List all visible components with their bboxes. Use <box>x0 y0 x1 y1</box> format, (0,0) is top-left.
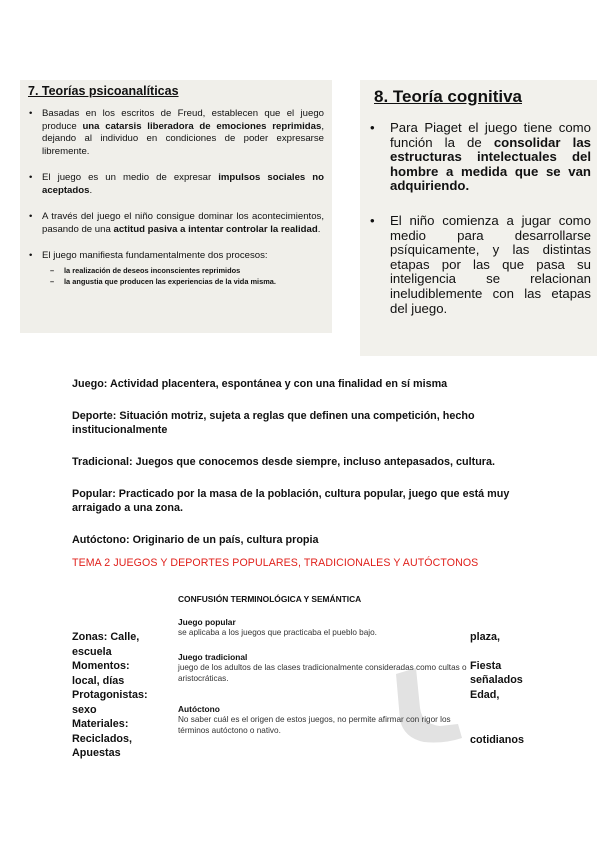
slide7-item: • A través del juego el niño consigue dominar los acontecimientos, pasando de una actitud pasiva a intentar controlar la realidad. <box>28 211 324 236</box>
tema-title: TEMA 2 JUEGOS Y DEPORTES POPULARES, TRADICIONALES Y AUTÓCTONOS <box>72 557 479 569</box>
left-col-line: Momentos: <box>72 660 130 672</box>
slide-cognitive-theory <box>360 80 597 356</box>
slide8-title: 8. Teoría cognitiva <box>374 87 523 106</box>
confusion-popular-desc: se aplicaba a los juegos que practicaba el pueblo bajo. <box>178 628 377 637</box>
definitions <box>72 377 542 565</box>
definition-autoctono: Autóctono: Originario de un país, cultura propia <box>72 534 319 546</box>
slide-psychoanalytic-theories <box>20 80 332 333</box>
left-col-line: Zonas: Calle, <box>72 631 140 643</box>
definition-deporte: Deporte: Situación motriz, sujeta a reglas que definen una competición, hecho institucionalmente <box>72 410 475 436</box>
definition-juego: Juego: Actividad placentera, espontánea y con una finalidad en sí misma <box>72 378 448 390</box>
definition-tradicional: Tradicional: Juegos que conocemos desde siempre, incluso antepasados, cultura. <box>72 456 495 468</box>
right-col-plaza: plaza, <box>470 631 501 643</box>
definition-popular: Popular: Practicado por la masa de la población, cultura popular, juego que está muy arraigado a una zona. <box>72 488 510 514</box>
confusion-tradicional-desc: juego de los adultos de las clases tradicionalmente consideradas como cultas o aristocráticas. <box>178 663 467 683</box>
left-col-line: escuela <box>72 645 112 658</box>
slide7-item: • El juego manifiesta fundamentalmente dos procesos: – la realización de deseos inconscientes reprimidos – la angustia que producen las experiencias de la vida misma. <box>28 250 324 287</box>
slide8-item: • El niño comienza a jugar como medio para desarrollarse psíquicamente, y las distintas etapas por las que pasa su inteligencia se relacionan ineludiblemente con las etapas del juego. <box>366 214 591 316</box>
left-column <box>72 630 148 761</box>
left-col-line: Reciclados, <box>72 732 133 745</box>
left-col-line: sexo <box>72 703 97 716</box>
confusion-autoctono-heading: Autóctono <box>178 704 220 714</box>
slide7-subitem: – la angustia que producen las experiencias de la vida misma. <box>42 276 324 287</box>
slide7-sublist <box>42 265 324 287</box>
right-col-fiesta: Fiesta <box>470 660 502 672</box>
confusion-tradicional-heading: Juego tradicional <box>178 652 248 662</box>
left-col-line: local, días <box>72 674 125 687</box>
slide7-subitem: – la realización de deseos inconscientes reprimidos <box>42 265 324 276</box>
slide7-item: • Basadas en los escritos de Freud, establecen que el juego produce una catarsis liberadora de emociones reprimidas, dejando al individuo en condiciones de poder expresarse libremente. <box>28 108 324 158</box>
slide8-item: • Para Piaget el juego tiene como función la de consolidar las estructuras intelectuales del hombre a medida que se van adquiriendo. <box>366 121 591 194</box>
left-col-line: Protagonistas: <box>72 689 148 701</box>
slide7-list <box>28 108 324 287</box>
slide7-title: 7. Teorías psicoanalíticas <box>28 84 179 98</box>
confusion-popular-heading: Juego popular <box>178 617 236 627</box>
left-col-line: Apuestas <box>72 747 121 759</box>
confusion-autoctono-desc: No saber cuál es el origen de estos juegos, no permite afirmar con rigor los términos autóctono o nativo. <box>178 715 451 735</box>
right-col-cotidianos: cotidianos <box>470 734 524 746</box>
confusion-title: CONFUSIÓN TERMINOLÓGICA Y SEMÁNTICA <box>178 594 362 604</box>
right-col-edad: Edad, <box>470 689 500 701</box>
left-col-line: Materiales: <box>72 718 129 730</box>
right-col-senalados: señalados <box>470 674 523 686</box>
slide7-item: • El juego es un medio de expresar impulsos sociales no aceptados. <box>28 172 324 197</box>
